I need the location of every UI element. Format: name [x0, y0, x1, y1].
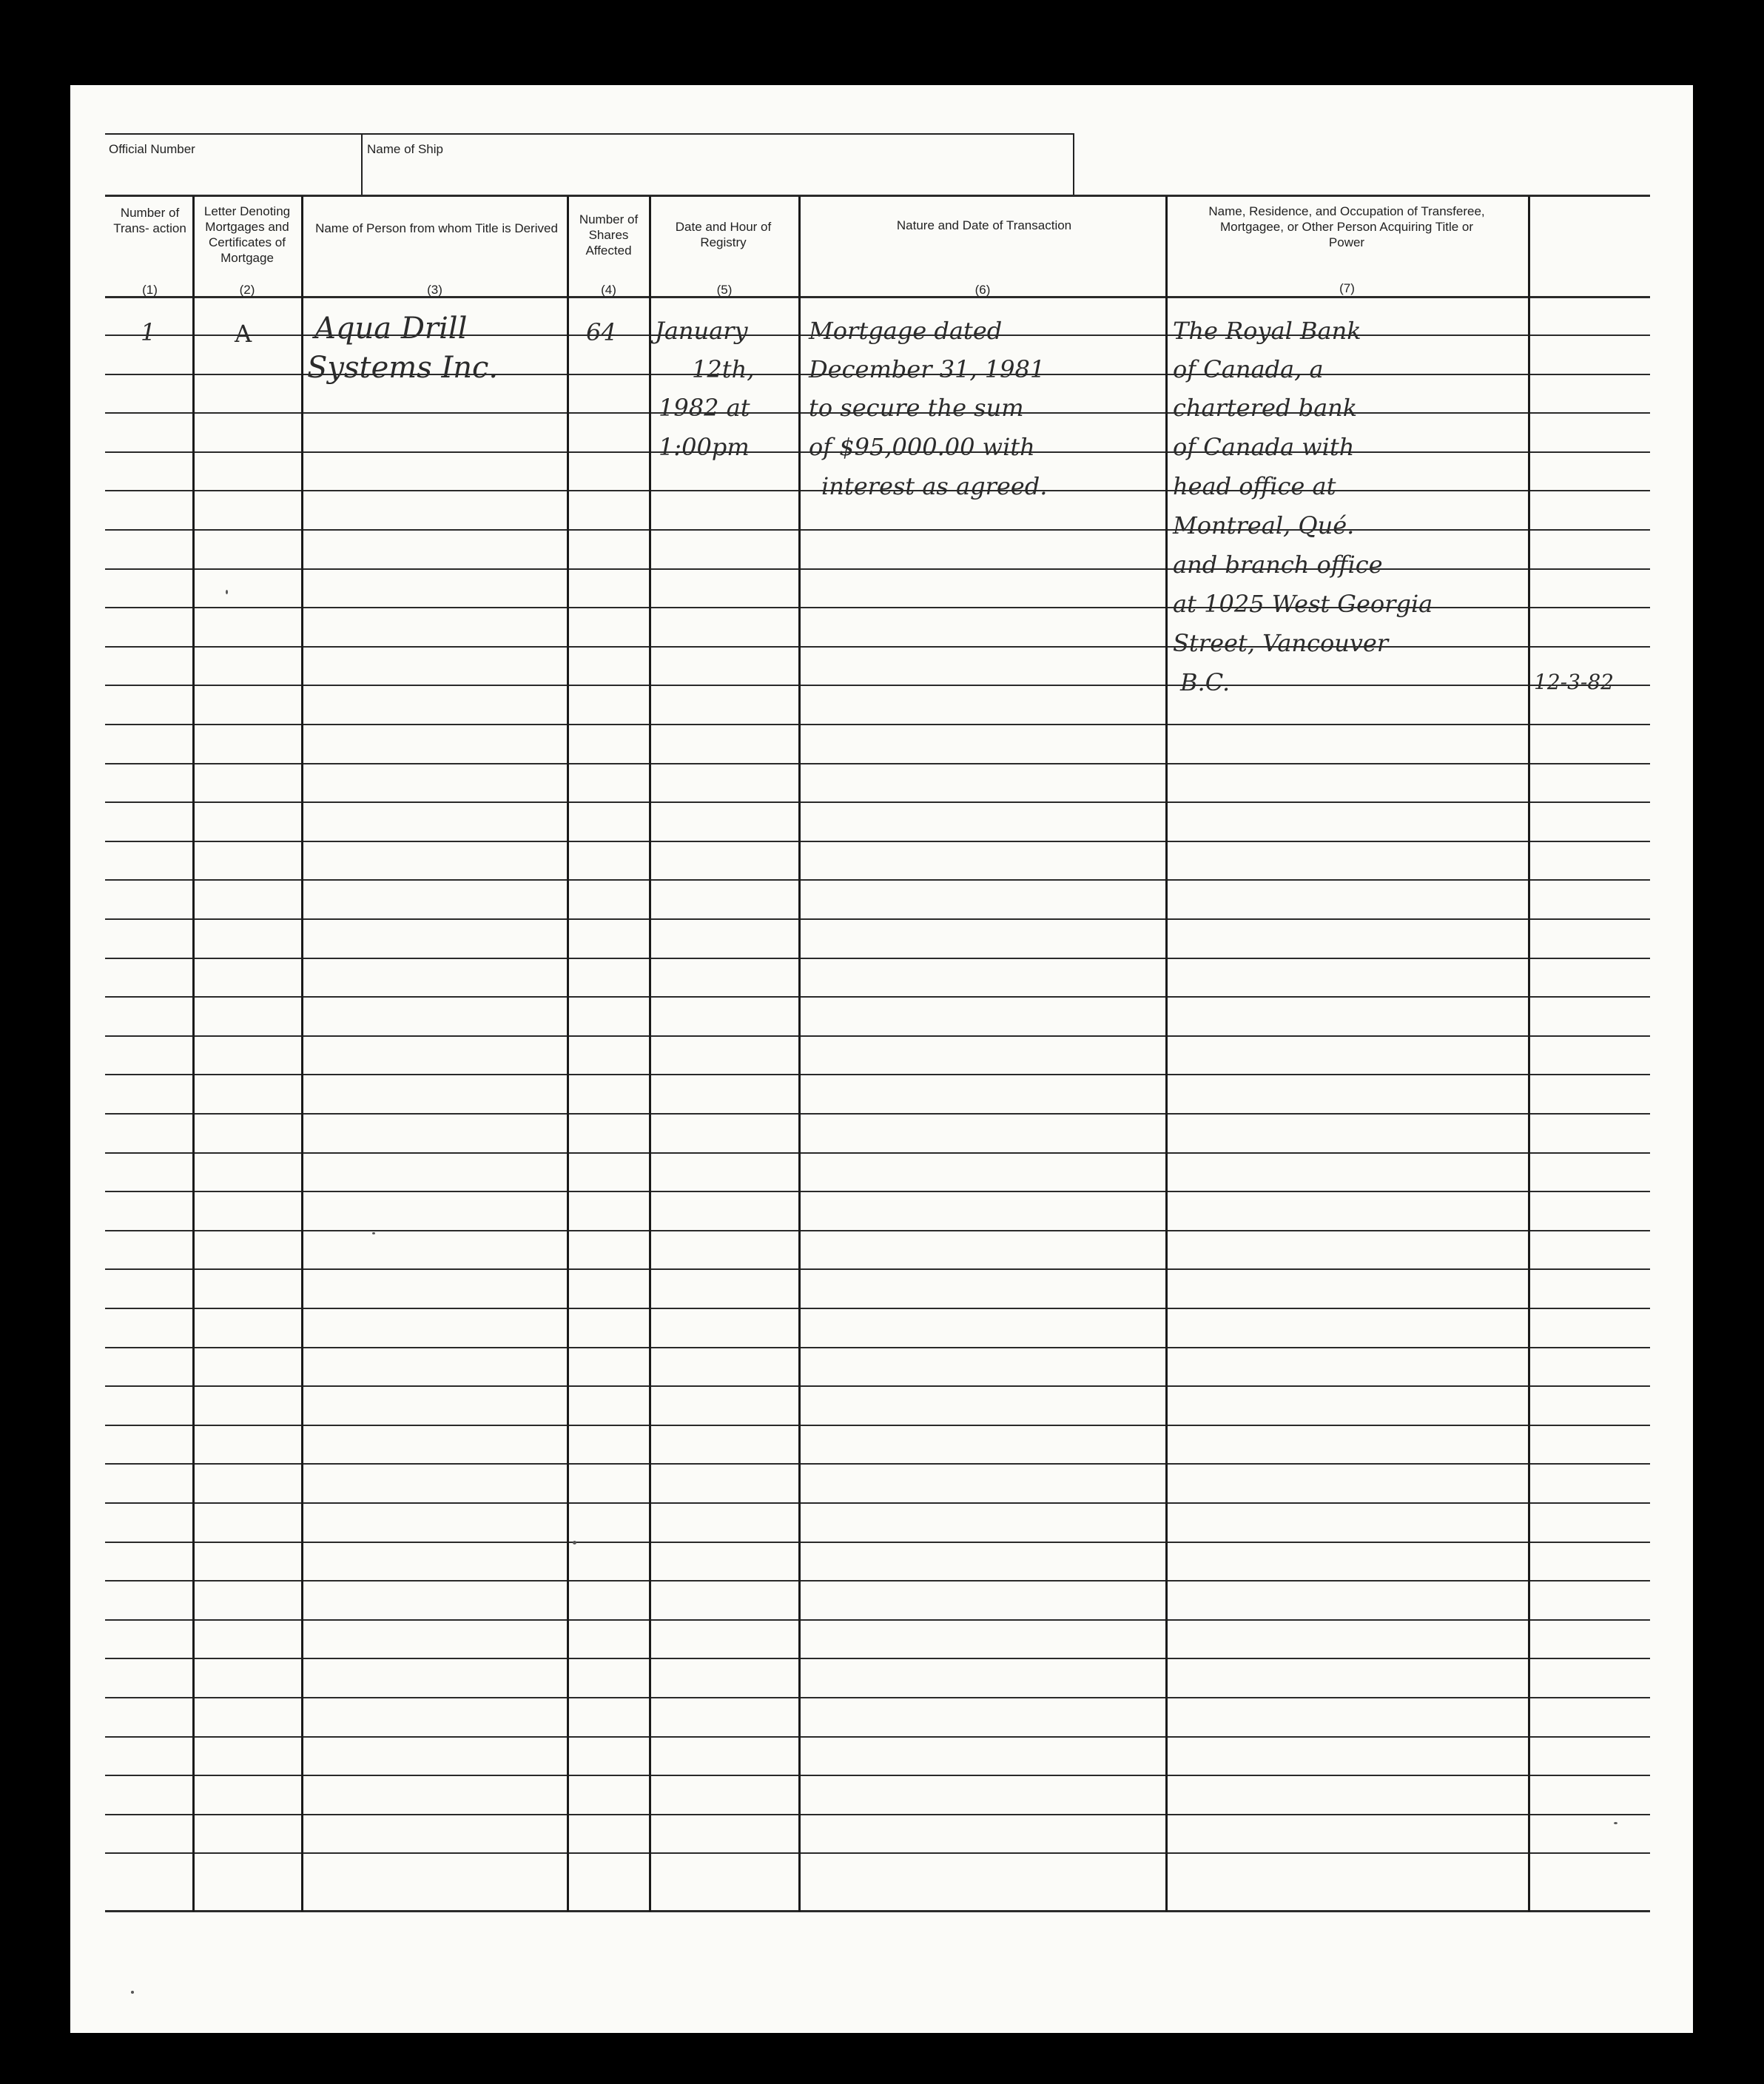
shares-cell: 64 — [586, 318, 616, 346]
speck — [1614, 1822, 1617, 1824]
column-number: (1) — [142, 283, 158, 297]
ruled-line — [105, 1775, 1650, 1776]
ruled-line — [105, 724, 1650, 725]
ruled-line — [105, 1463, 1650, 1465]
transferee-line: B.C. — [1180, 668, 1231, 696]
ruled-line — [105, 1074, 1650, 1075]
ruled-line — [105, 1502, 1650, 1504]
column-header-transaction-number: Number of Trans- action — [113, 206, 186, 235]
official-number-label: Official Number — [109, 142, 195, 156]
transferee-line: chartered bank — [1173, 394, 1358, 422]
ruled-line — [105, 879, 1650, 881]
column-divider — [1528, 196, 1530, 1912]
transferee-line: of Canada with — [1173, 433, 1355, 461]
registry-date-line: 1982 at — [659, 394, 750, 422]
column-divider — [798, 196, 801, 1912]
column-number: (4) — [601, 283, 616, 297]
ruled-line — [105, 958, 1650, 959]
registry-date-line: 1:00pm — [659, 433, 750, 461]
mortgage-letter-cell: A — [235, 320, 252, 348]
registry-date-line: 12th, — [692, 355, 755, 383]
registry-date-line: January — [655, 317, 748, 345]
ruled-line — [105, 801, 1650, 803]
column-header-shares: Number of Shares Affected — [579, 212, 639, 258]
ruled-line — [105, 1580, 1650, 1582]
from-person-line: Systems Inc. — [307, 351, 499, 385]
speck — [131, 1991, 134, 1994]
nature-line: to secure the sum — [809, 394, 1024, 422]
ruled-line — [105, 918, 1650, 920]
column-header-registry-date: Date and Hour of Registry — [675, 220, 772, 249]
ruled-line — [105, 1852, 1650, 1854]
speck — [573, 1541, 576, 1544]
ruled-line — [105, 1230, 1650, 1231]
from-person-line: Aqua Drill — [314, 312, 468, 346]
register-page — [70, 85, 1693, 2033]
column-divider — [567, 196, 569, 1912]
ruled-line — [105, 646, 1650, 648]
transferee-line: Street, Vancouver — [1173, 629, 1389, 657]
column-header-nature: Nature and Date of Transaction — [896, 218, 1072, 232]
column-header-transferee: Name, Residence, and Occupation of Transferee, Mortgagee, or Other Person Acquiring Title or Power — [1208, 204, 1485, 249]
column-divider — [1165, 196, 1168, 1912]
column-divider — [649, 196, 651, 1912]
transaction-number-cell: 1 — [141, 318, 156, 346]
column-number: (5) — [716, 283, 733, 297]
ruled-line — [105, 763, 1650, 764]
ruled-line — [105, 1814, 1650, 1815]
ruled-line — [105, 1385, 1650, 1387]
column-number: (2) — [239, 283, 255, 297]
ruled-line — [105, 1191, 1650, 1192]
ruled-line — [105, 1619, 1650, 1621]
ruled-line — [105, 1347, 1650, 1348]
ship-name-box — [361, 133, 1074, 197]
ruled-line — [105, 1697, 1650, 1698]
column-divider — [301, 196, 303, 1912]
transferee-line: Montreal, Qué. — [1173, 511, 1355, 540]
nature-line: December 31, 1981 — [809, 355, 1046, 383]
header-top-rule — [105, 195, 1650, 197]
ruled-line — [105, 568, 1650, 570]
ruled-line — [105, 1308, 1650, 1309]
ship-name-label: Name of Ship — [367, 142, 443, 156]
ruled-line — [105, 529, 1650, 531]
transferee-line: head office at — [1173, 472, 1336, 500]
column-number: (3) — [427, 283, 442, 297]
column-number: (7) — [1339, 281, 1355, 295]
ruled-line — [105, 996, 1650, 998]
ruled-line — [105, 1425, 1650, 1426]
transferee-line: at 1025 West Georgia — [1173, 590, 1433, 618]
ruled-line — [105, 685, 1650, 686]
column-header-from-person: Name of Person from whom Title is Derived — [315, 221, 558, 235]
column-header-mortgage-letter: Letter Denoting Mortgages and Certificates of Mortgage — [203, 204, 291, 265]
ruled-line — [105, 1658, 1650, 1659]
speck — [372, 1232, 375, 1234]
ruled-line — [105, 1736, 1650, 1738]
column-number: (6) — [974, 283, 991, 297]
ruled-line — [105, 1268, 1650, 1270]
column-divider — [192, 196, 195, 1912]
nature-line: Mortgage dated — [809, 317, 1003, 345]
transferee-line: and branch office — [1173, 551, 1383, 579]
nature-line: of $95,000.00 with — [809, 433, 1035, 461]
ruled-line — [105, 1035, 1650, 1037]
transferee-line: of Canada, a — [1173, 355, 1324, 383]
registration-note: 12-3-82 — [1534, 670, 1614, 694]
ruled-line — [105, 1113, 1650, 1115]
speck — [226, 590, 228, 594]
nature-line: interest as agreed. — [821, 472, 1048, 500]
bottom-rule — [105, 1910, 1650, 1912]
ruled-line — [105, 841, 1650, 842]
ruled-line — [105, 1542, 1650, 1543]
ruled-line — [105, 1152, 1650, 1154]
transferee-line: The Royal Bank — [1173, 317, 1361, 345]
